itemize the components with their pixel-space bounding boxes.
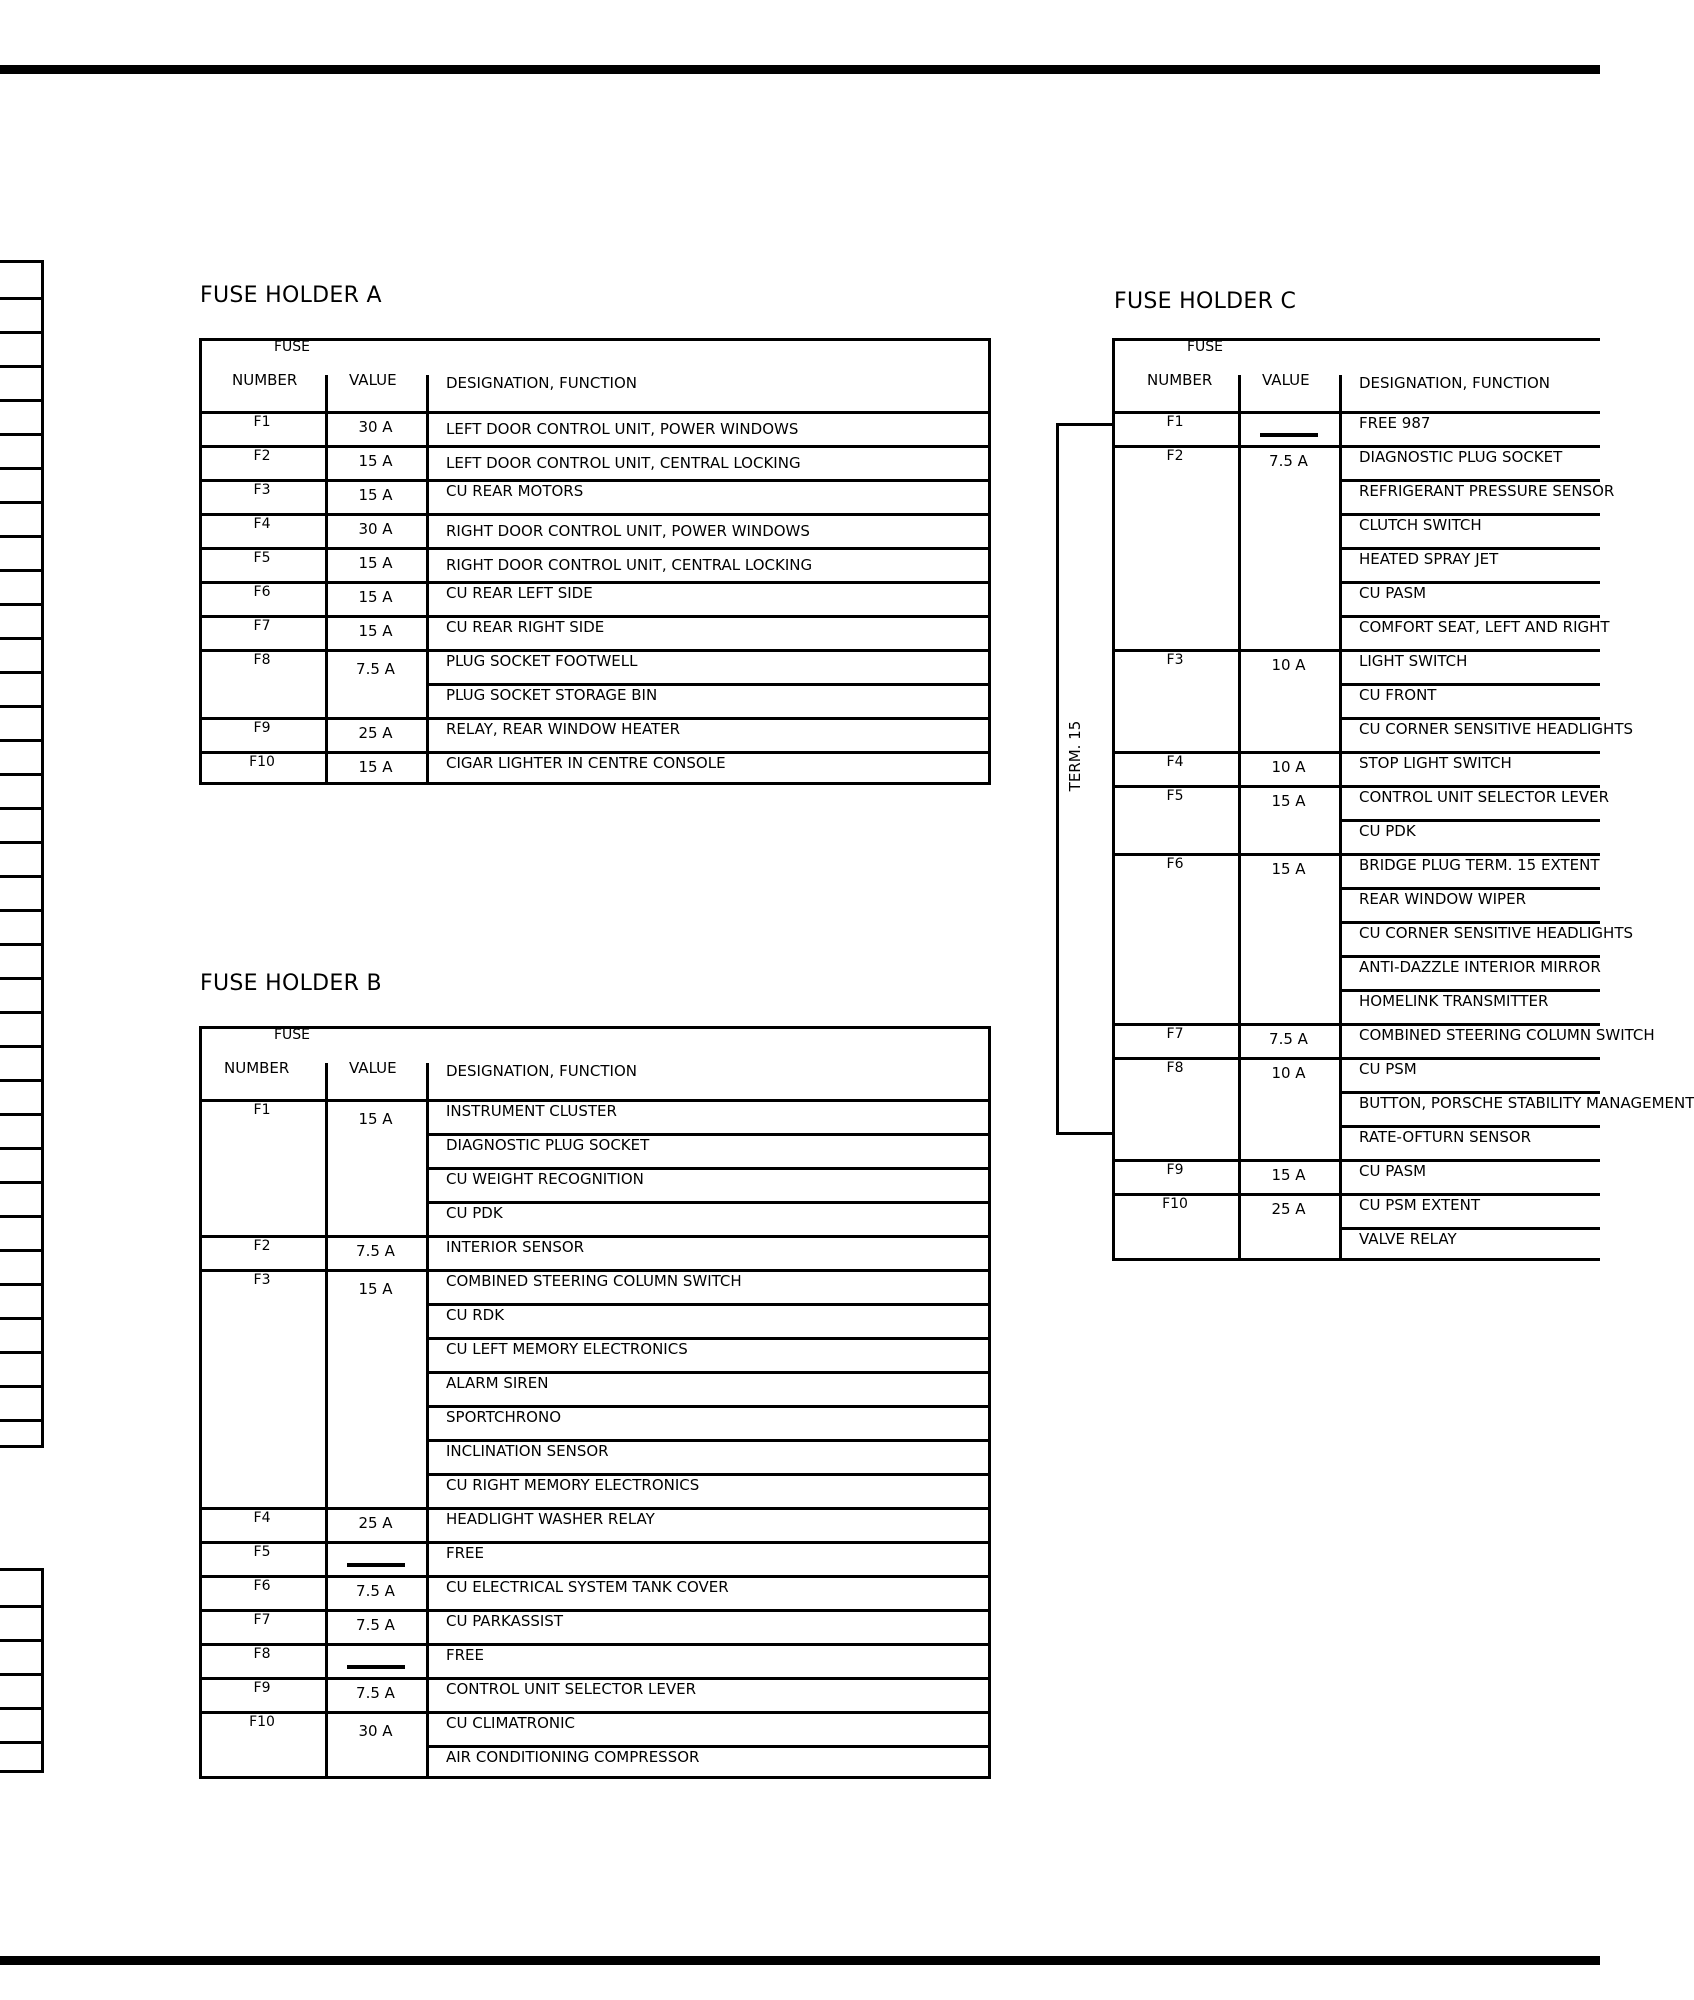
fuse-value: 7.5 A bbox=[356, 1582, 395, 1600]
fuse-row bbox=[1115, 1159, 1600, 1193]
designation-column-header: DESIGNATION, FUNCTION bbox=[1359, 374, 1550, 392]
fuse-designation: CU PDK bbox=[446, 1204, 503, 1222]
number-column-header: NUMBER bbox=[1147, 371, 1213, 389]
sub-row-divider bbox=[1339, 1227, 1600, 1230]
fuse-holder-a-table bbox=[199, 338, 991, 785]
fuse-number: F4 bbox=[1166, 754, 1184, 770]
fuse-number: F4 bbox=[253, 516, 271, 532]
strip-row-line bbox=[0, 943, 41, 946]
column-divider bbox=[325, 411, 328, 785]
sub-row-divider bbox=[1339, 989, 1600, 992]
fuse-designation: CU WEIGHT RECOGNITION bbox=[446, 1170, 644, 1188]
strip-row-line bbox=[0, 773, 41, 776]
fuse-designation: CONTROL UNIT SELECTOR LEVER bbox=[446, 1680, 697, 1698]
strip-row-line bbox=[0, 297, 41, 300]
sub-row-divider bbox=[1339, 1125, 1600, 1128]
fuse-value: 7.5 A bbox=[356, 1684, 395, 1702]
fuse-number: F8 bbox=[253, 1646, 271, 1662]
fuse-header-label: FUSE bbox=[274, 1027, 311, 1043]
sub-row-divider bbox=[426, 1371, 988, 1374]
fuse-header-label: FUSE bbox=[1187, 339, 1224, 355]
sub-row-divider bbox=[426, 683, 988, 686]
fuse-number: F5 bbox=[253, 550, 271, 566]
fuse-designation: CU REAR LEFT SIDE bbox=[446, 584, 593, 602]
fuse-number: F6 bbox=[1166, 856, 1184, 872]
fuse-row bbox=[202, 581, 988, 615]
fuse-designation: CU PSM EXTENT bbox=[1359, 1196, 1481, 1214]
header-divider bbox=[426, 375, 429, 411]
strip-row-line bbox=[0, 1385, 41, 1388]
fuse-value: 25 A bbox=[358, 724, 393, 742]
fuse-designation: CU PDK bbox=[1359, 822, 1416, 840]
strip-row-line bbox=[0, 1419, 41, 1422]
fuse-designation: FREE bbox=[446, 1544, 485, 1562]
strip-row-line bbox=[0, 569, 41, 572]
fuse-designation: RIGHT DOOR CONTROL UNIT, POWER WINDOWS bbox=[446, 522, 810, 540]
strip-row-line bbox=[0, 807, 41, 810]
fuse-value: 15 A bbox=[358, 1280, 393, 1298]
fuse-number: F8 bbox=[1166, 1060, 1184, 1076]
value-column-header: VALUE bbox=[349, 371, 397, 389]
sub-row-divider bbox=[1339, 479, 1600, 482]
strip-row-line bbox=[0, 1707, 41, 1710]
fuse-designation: PLUG SOCKET STORAGE BIN bbox=[446, 686, 658, 704]
fuse-number: F5 bbox=[1166, 788, 1184, 804]
fuse-number: F9 bbox=[253, 1680, 271, 1696]
fuse-value: 15 A bbox=[1271, 1166, 1306, 1184]
fuse-number: F9 bbox=[253, 720, 271, 736]
fuse-row bbox=[202, 1507, 988, 1541]
fuse-number: F2 bbox=[1166, 448, 1184, 464]
no-value-dash bbox=[1260, 433, 1318, 437]
fuse-designation: CU PSM bbox=[1359, 1060, 1417, 1078]
fuse-number: F4 bbox=[253, 1510, 271, 1526]
fuse-row bbox=[1115, 1023, 1655, 1057]
sub-row-divider bbox=[426, 1405, 988, 1408]
fuse-header-label: FUSE bbox=[274, 339, 311, 355]
fuse-value: 15 A bbox=[358, 554, 393, 572]
fuse-value: 7.5 A bbox=[356, 1242, 395, 1260]
sub-row-divider bbox=[1339, 547, 1600, 550]
fuse-row bbox=[202, 1541, 988, 1575]
designation-column-header: DESIGNATION, FUNCTION bbox=[446, 374, 637, 392]
strip-row-line bbox=[0, 1011, 41, 1014]
fuse-number: F1 bbox=[253, 414, 271, 430]
fuse-designation: INSTRUMENT CLUSTER bbox=[446, 1102, 617, 1120]
strip-row-line bbox=[0, 1741, 41, 1744]
column-divider bbox=[325, 1099, 328, 1779]
sub-row-divider bbox=[426, 1745, 988, 1748]
fuse-number: F7 bbox=[1166, 1026, 1184, 1042]
fuse-designation: COMBINED STEERING COLUMN SWITCH bbox=[1359, 1026, 1655, 1044]
fuse-row bbox=[202, 479, 988, 513]
fuse-row bbox=[202, 445, 988, 479]
fuse-designation: CU PARKASSIST bbox=[446, 1612, 563, 1630]
fuse-designation: CU CORNER SENSITIVE HEADLIGHTS bbox=[1359, 720, 1634, 738]
strip-row-line bbox=[0, 603, 41, 606]
left-edge-table-fragment-lower bbox=[0, 1568, 44, 1773]
strip-row-line bbox=[0, 1215, 41, 1218]
fuse-designation: HOMELINK TRANSMITTER bbox=[1359, 992, 1549, 1010]
fuse-designation: BRIDGE PLUG TERM. 15 EXTENT bbox=[1359, 856, 1600, 874]
fuse-holder-c-table bbox=[1112, 338, 1694, 1261]
fuse-designation: AIR CONDITIONING COMPRESSOR bbox=[446, 1748, 700, 1766]
fuse-row bbox=[202, 547, 988, 581]
sub-row-divider bbox=[426, 1337, 988, 1340]
strip-row-line bbox=[0, 365, 41, 368]
sub-row-divider bbox=[426, 1473, 988, 1476]
fuse-designation: INCLINATION SENSOR bbox=[446, 1442, 609, 1460]
fuse-designation: RIGHT DOOR CONTROL UNIT, CENTRAL LOCKING bbox=[446, 556, 813, 574]
fuse-designation: CU REAR RIGHT SIDE bbox=[446, 618, 605, 636]
fuse-designation: CU REAR MOTORS bbox=[446, 482, 584, 500]
header-divider bbox=[1339, 375, 1342, 411]
column-divider bbox=[1339, 411, 1342, 1261]
fuse-row bbox=[1115, 445, 1615, 649]
fuse-row bbox=[1115, 1193, 1600, 1261]
fuse-designation: RELAY, REAR WINDOW HEATER bbox=[446, 720, 681, 738]
fuse-row bbox=[202, 751, 988, 785]
fuse-value: 30 A bbox=[358, 1722, 393, 1740]
fuse-designation: CU CLIMATRONIC bbox=[446, 1714, 576, 1732]
fuse-holder-c-title: FUSE HOLDER C bbox=[1114, 289, 1297, 314]
strip-row-line bbox=[0, 501, 41, 504]
fuse-row bbox=[202, 1609, 988, 1643]
bottom-border-rule bbox=[0, 1956, 1600, 1965]
fuse-value: 15 A bbox=[358, 452, 393, 470]
fuse-number: F10 bbox=[249, 754, 275, 770]
column-divider bbox=[426, 411, 429, 785]
fuse-designation: CU RIGHT MEMORY ELECTRONICS bbox=[446, 1476, 700, 1494]
fuse-number: F3 bbox=[253, 482, 271, 498]
fuse-row bbox=[1115, 411, 1600, 445]
value-column-header: VALUE bbox=[1262, 371, 1310, 389]
strip-row-line bbox=[0, 705, 41, 708]
fuse-holder-a-title: FUSE HOLDER A bbox=[200, 283, 382, 308]
fuse-value: 15 A bbox=[358, 486, 393, 504]
fuse-designation: ALARM SIREN bbox=[446, 1374, 549, 1392]
fuse-row bbox=[202, 1099, 988, 1235]
no-value-dash bbox=[347, 1563, 405, 1567]
sub-row-divider bbox=[1339, 887, 1600, 890]
fuse-designation: CU ELECTRICAL SYSTEM TANK COVER bbox=[446, 1578, 729, 1596]
fuse-value: 10 A bbox=[1271, 1064, 1306, 1082]
fuse-row bbox=[202, 411, 988, 445]
fuse-value: 7.5 A bbox=[356, 1616, 395, 1634]
fuse-value: 15 A bbox=[358, 1110, 393, 1128]
designation-column-header: DESIGNATION, FUNCTION bbox=[446, 1062, 637, 1080]
header-divider bbox=[1238, 375, 1241, 411]
fuse-value: 15 A bbox=[358, 588, 393, 606]
sub-row-divider bbox=[1339, 819, 1600, 822]
fuse-row bbox=[1115, 785, 1610, 853]
number-column-header: NUMBER bbox=[232, 371, 298, 389]
sub-row-divider bbox=[426, 1201, 988, 1204]
term-15-bracket bbox=[1056, 423, 1115, 1135]
fuse-designation: INTERIOR SENSOR bbox=[446, 1238, 585, 1256]
fuse-designation: HEADLIGHT WASHER RELAY bbox=[446, 1510, 655, 1528]
strip-row-line bbox=[0, 841, 41, 844]
sub-row-divider bbox=[1339, 615, 1600, 618]
fuse-designation: COMFORT SEAT, LEFT AND RIGHT bbox=[1359, 618, 1610, 636]
strip-row-line bbox=[0, 875, 41, 878]
strip-row-line bbox=[0, 671, 41, 674]
fuse-row bbox=[202, 717, 988, 751]
sub-row-divider bbox=[1339, 717, 1600, 720]
fuse-value: 30 A bbox=[358, 418, 393, 436]
strip-row-line bbox=[0, 331, 41, 334]
header-divider bbox=[426, 1063, 429, 1099]
fuse-number: F2 bbox=[253, 1238, 271, 1254]
strip-row-line bbox=[0, 977, 41, 980]
fuse-row bbox=[202, 1643, 988, 1677]
fuse-designation: CU PASM bbox=[1359, 584, 1427, 602]
fuse-number: F3 bbox=[1166, 652, 1184, 668]
strip-row-line bbox=[0, 1045, 41, 1048]
fuse-designation: BUTTON, PORSCHE STABILITY MANAGEMENT bbox=[1359, 1094, 1694, 1112]
fuse-designation: LEFT DOOR CONTROL UNIT, POWER WINDOWS bbox=[446, 420, 799, 438]
strip-row-line bbox=[0, 637, 41, 640]
fuse-row bbox=[202, 513, 988, 547]
fuse-value: 10 A bbox=[1271, 758, 1306, 776]
fuse-number: F3 bbox=[253, 1272, 271, 1288]
fuse-value: 30 A bbox=[358, 520, 393, 538]
fuse-row bbox=[202, 615, 988, 649]
fuse-designation: CU FRONT bbox=[1359, 686, 1437, 704]
fuse-designation: FREE 987 bbox=[1359, 414, 1431, 432]
sub-row-divider bbox=[1339, 513, 1600, 516]
fuse-designation: RATE-OFTURN SENSOR bbox=[1359, 1128, 1532, 1146]
fuse-designation: STOP LIGHT SWITCH bbox=[1359, 754, 1512, 772]
fuse-number: F5 bbox=[253, 1544, 271, 1560]
fuse-row bbox=[202, 649, 988, 717]
number-column-header: NUMBER bbox=[224, 1059, 290, 1077]
header-divider bbox=[325, 1063, 328, 1099]
fuse-number: F9 bbox=[1166, 1162, 1184, 1178]
strip-row-line bbox=[0, 1639, 41, 1642]
fuse-designation: FREE bbox=[446, 1646, 485, 1664]
fuse-value: 7.5 A bbox=[1269, 452, 1308, 470]
fuse-designation: COMBINED STEERING COLUMN SWITCH bbox=[446, 1272, 742, 1290]
fuse-designation: REFRIGERANT PRESSURE SENSOR bbox=[1359, 482, 1615, 500]
fuse-designation: DIAGNOSTIC PLUG SOCKET bbox=[446, 1136, 650, 1154]
sub-row-divider bbox=[426, 1439, 988, 1442]
strip-row-line bbox=[0, 1351, 41, 1354]
fuse-designation: VALVE RELAY bbox=[1359, 1230, 1457, 1248]
strip-row-line bbox=[0, 433, 41, 436]
fuse-designation: CONTROL UNIT SELECTOR LEVER bbox=[1359, 788, 1610, 806]
fuse-number: F2 bbox=[253, 448, 271, 464]
fuse-designation: ANTI-DAZZLE INTERIOR MIRROR bbox=[1359, 958, 1601, 976]
fuse-designation: DIAGNOSTIC PLUG SOCKET bbox=[1359, 448, 1563, 466]
fuse-value: 25 A bbox=[1271, 1200, 1306, 1218]
strip-row-line bbox=[0, 909, 41, 912]
term-15-label: TERM. 15 bbox=[1066, 720, 1084, 792]
strip-row-line bbox=[0, 739, 41, 742]
strip-row-line bbox=[0, 1249, 41, 1252]
strip-row-line bbox=[0, 1079, 41, 1082]
sub-row-divider bbox=[1339, 921, 1600, 924]
sub-row-divider bbox=[1339, 581, 1600, 584]
strip-row-line bbox=[0, 1283, 41, 1286]
fuse-designation: CU RDK bbox=[446, 1306, 505, 1324]
fuse-row bbox=[1115, 751, 1600, 785]
strip-row-line bbox=[0, 399, 41, 402]
strip-row-line bbox=[0, 535, 41, 538]
sub-row-divider bbox=[1339, 1091, 1600, 1094]
fuse-designation: CIGAR LIGHTER IN CENTRE CONSOLE bbox=[446, 754, 726, 772]
fuse-row bbox=[1115, 853, 1634, 1023]
strip-row-line bbox=[0, 1147, 41, 1150]
fuse-designation: CU LEFT MEMORY ELECTRONICS bbox=[446, 1340, 688, 1358]
sub-row-divider bbox=[426, 1303, 988, 1306]
fuse-row bbox=[202, 1575, 988, 1609]
fuse-value: 25 A bbox=[358, 1514, 393, 1532]
sub-row-divider bbox=[426, 1167, 988, 1170]
fuse-designation: HEATED SPRAY JET bbox=[1359, 550, 1499, 568]
fuse-number: F7 bbox=[253, 1612, 271, 1628]
fuse-designation: LIGHT SWITCH bbox=[1359, 652, 1468, 670]
fuse-value: 15 A bbox=[358, 758, 393, 776]
top-border-rule bbox=[0, 65, 1600, 74]
fuse-holder-b-table bbox=[199, 1026, 991, 1779]
fuse-number: F6 bbox=[253, 1578, 271, 1594]
no-value-dash bbox=[347, 1665, 405, 1669]
fuse-row bbox=[202, 1711, 988, 1779]
sub-row-divider bbox=[426, 1133, 988, 1136]
fuse-designation: REAR WINDOW WIPER bbox=[1359, 890, 1526, 908]
sub-row-divider bbox=[1339, 955, 1600, 958]
fuse-designation: SPORTCHRONO bbox=[446, 1408, 561, 1426]
fuse-number: F1 bbox=[253, 1102, 271, 1118]
fuse-number: F10 bbox=[1162, 1196, 1188, 1212]
sub-row-divider bbox=[1339, 683, 1600, 686]
fuse-number: F10 bbox=[249, 1714, 275, 1730]
strip-row-line bbox=[0, 1673, 41, 1676]
fuse-value: 15 A bbox=[1271, 792, 1306, 810]
fuse-value: 7.5 A bbox=[1269, 1030, 1308, 1048]
fuse-designation: CU PASM bbox=[1359, 1162, 1427, 1180]
fuse-value: 15 A bbox=[1271, 860, 1306, 878]
fuse-number: F8 bbox=[253, 652, 271, 668]
strip-row-line bbox=[0, 1605, 41, 1608]
fuse-value: 15 A bbox=[358, 622, 393, 640]
fuse-number: F1 bbox=[1166, 414, 1184, 430]
fuse-value: 10 A bbox=[1271, 656, 1306, 674]
fuse-designation: PLUG SOCKET FOOTWELL bbox=[446, 652, 638, 670]
fuse-designation: LEFT DOOR CONTROL UNIT, CENTRAL LOCKING bbox=[446, 454, 801, 472]
fuse-holder-b-title: FUSE HOLDER B bbox=[200, 971, 382, 996]
value-column-header: VALUE bbox=[349, 1059, 397, 1077]
fuse-row bbox=[202, 1677, 988, 1711]
fuse-designation: CU CORNER SENSITIVE HEADLIGHTS bbox=[1359, 924, 1634, 942]
fuse-row bbox=[1115, 1057, 1694, 1159]
strip-row-line bbox=[0, 1113, 41, 1116]
fuse-row bbox=[202, 1269, 988, 1507]
fuse-row bbox=[202, 1235, 988, 1269]
fuse-number: F6 bbox=[253, 584, 271, 600]
column-divider bbox=[426, 1099, 429, 1779]
strip-row-line bbox=[0, 1181, 41, 1184]
fuse-designation: CLUTCH SWITCH bbox=[1359, 516, 1482, 534]
strip-row-line bbox=[0, 1317, 41, 1320]
header-divider bbox=[325, 375, 328, 411]
left-edge-table-fragment bbox=[0, 260, 44, 1448]
fuse-row bbox=[1115, 649, 1634, 751]
fuse-value: 7.5 A bbox=[356, 660, 395, 678]
column-divider bbox=[1238, 411, 1241, 1261]
fuse-number: F7 bbox=[253, 618, 271, 634]
strip-row-line bbox=[0, 467, 41, 470]
